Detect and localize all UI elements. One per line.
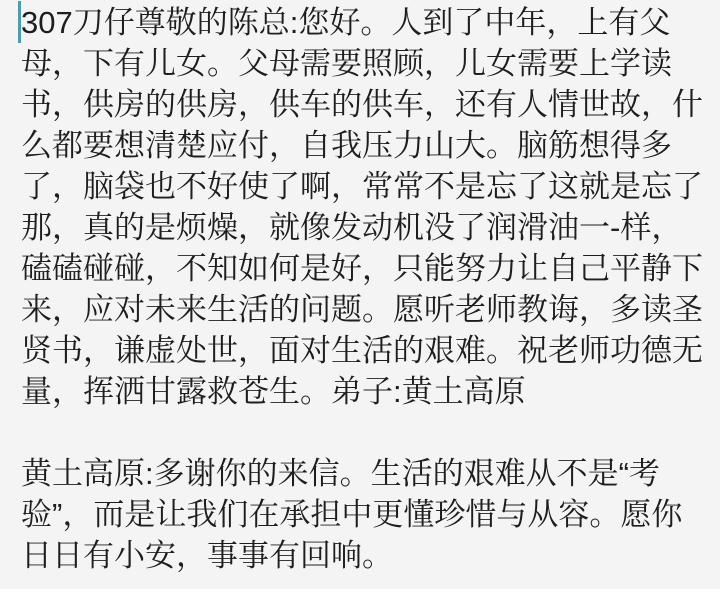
text-line: 量，挥洒甘露救苍生。弟子:黄土高原 bbox=[21, 374, 526, 409]
text-line: 么都要想清楚应付，自我压力山大。脑筋想得多 bbox=[21, 128, 672, 163]
letter-paragraph-body bbox=[21, 2, 704, 412]
text-line: 来，应对未来生活的问题。愿听老师教诲，多读圣 bbox=[21, 292, 703, 327]
text-line: 日日有小安，事事有回响。 bbox=[21, 538, 393, 573]
text-line: 磕磕碰碰，不知如何是好，只能努力让自己平静下 bbox=[21, 251, 703, 286]
text-line: 书，供房的供房，供车的供车，还有人情世故，什 bbox=[21, 87, 703, 122]
text-line: 母，下有儿女。父母需要照顾，儿女需要上学读 bbox=[21, 46, 672, 81]
text-line: 那，真的是烦燥，就像发动机没了润滑油一-样， bbox=[21, 210, 683, 245]
text-line: 黄土高原:多谢你的来信。生活的艰难从不是“考 bbox=[21, 456, 660, 491]
text-insertion-caret bbox=[18, 1, 21, 43]
letter-paragraph-reply bbox=[21, 453, 704, 576]
text-line: 307刀仔尊敬的陈总:您好。人到了中年，上有父 bbox=[21, 5, 671, 40]
text-line: 验”，而是让我们在承担中更懂珍惜与从容。愿你 bbox=[21, 497, 683, 532]
text-line: 了，脑袋也不好使了啊，常常不是忘了这就是忘了 bbox=[21, 169, 703, 204]
text-line: 贤书，谦虚处世，面对生活的艰难。祝老师功德无 bbox=[21, 333, 703, 368]
